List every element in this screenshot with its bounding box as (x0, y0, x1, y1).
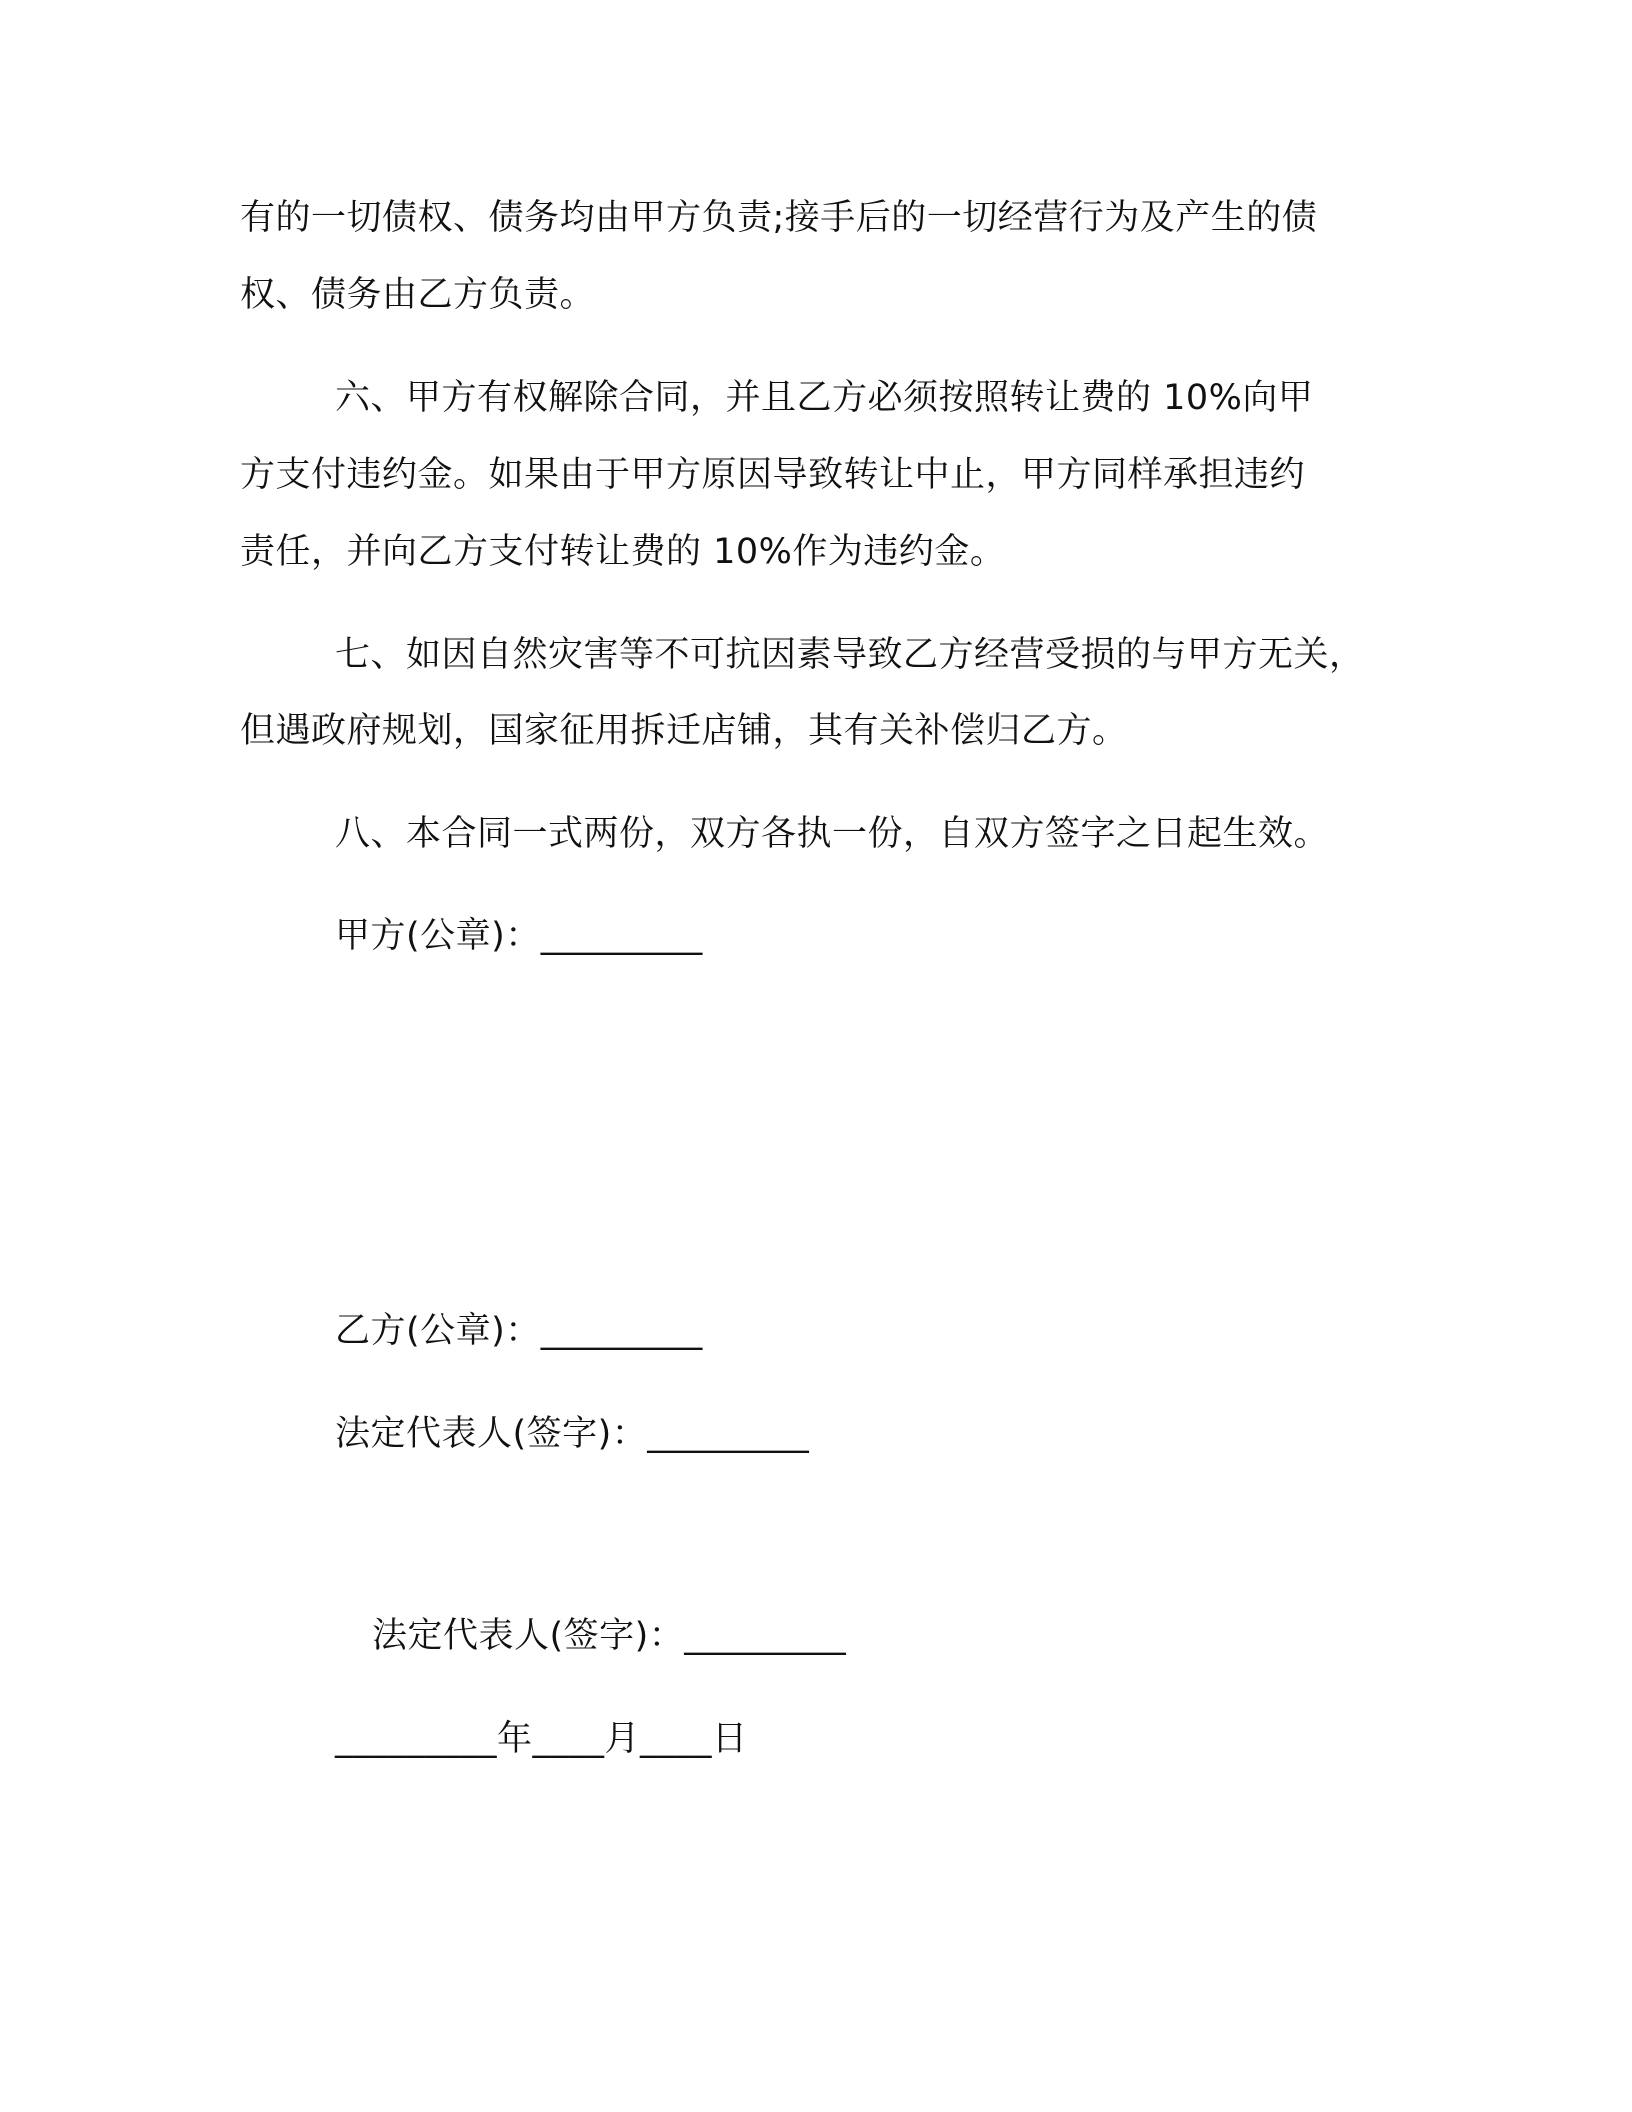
clause-6-line: 六、甲方有权解除合同，并且乙方必须按照转让费的 10%向甲 (335, 378, 1314, 418)
clause-6-line: 方支付违约金。如果由于甲方原因导致转让中止，甲方同样承担违约 (240, 455, 1306, 495)
date-field: _________年____月____日 (335, 1719, 748, 1759)
paragraph-line: 权、债务由乙方负责。 (240, 275, 596, 315)
clause-6-line: 责任，并向乙方支付转让费的 10%作为违约金。 (240, 532, 1006, 572)
party-a-seal-field: 甲方(公章)：_________ (335, 916, 703, 956)
clause-8-line: 八、本合同一式两份，双方各执一份，自双方签字之日起生效。 (335, 814, 1330, 854)
legal-representative-signature-field-2: 法定代表人(签字)：_________ (372, 1616, 847, 1656)
party-b-seal-field: 乙方(公章)：_________ (335, 1311, 703, 1351)
clause-7-line: 但遇政府规划，国家征用拆迁店铺，其有关补偿归乙方。 (240, 711, 1128, 751)
legal-representative-signature-field: 法定代表人(签字)：_________ (335, 1414, 810, 1454)
clause-7-line: 七、如因自然灾害等不可抗因素导致乙方经营受损的与甲方无关， (335, 635, 1365, 675)
paragraph-line: 有的一切债权、债务均由甲方负责;接手后的一切经营行为及产生的债 (240, 198, 1318, 238)
